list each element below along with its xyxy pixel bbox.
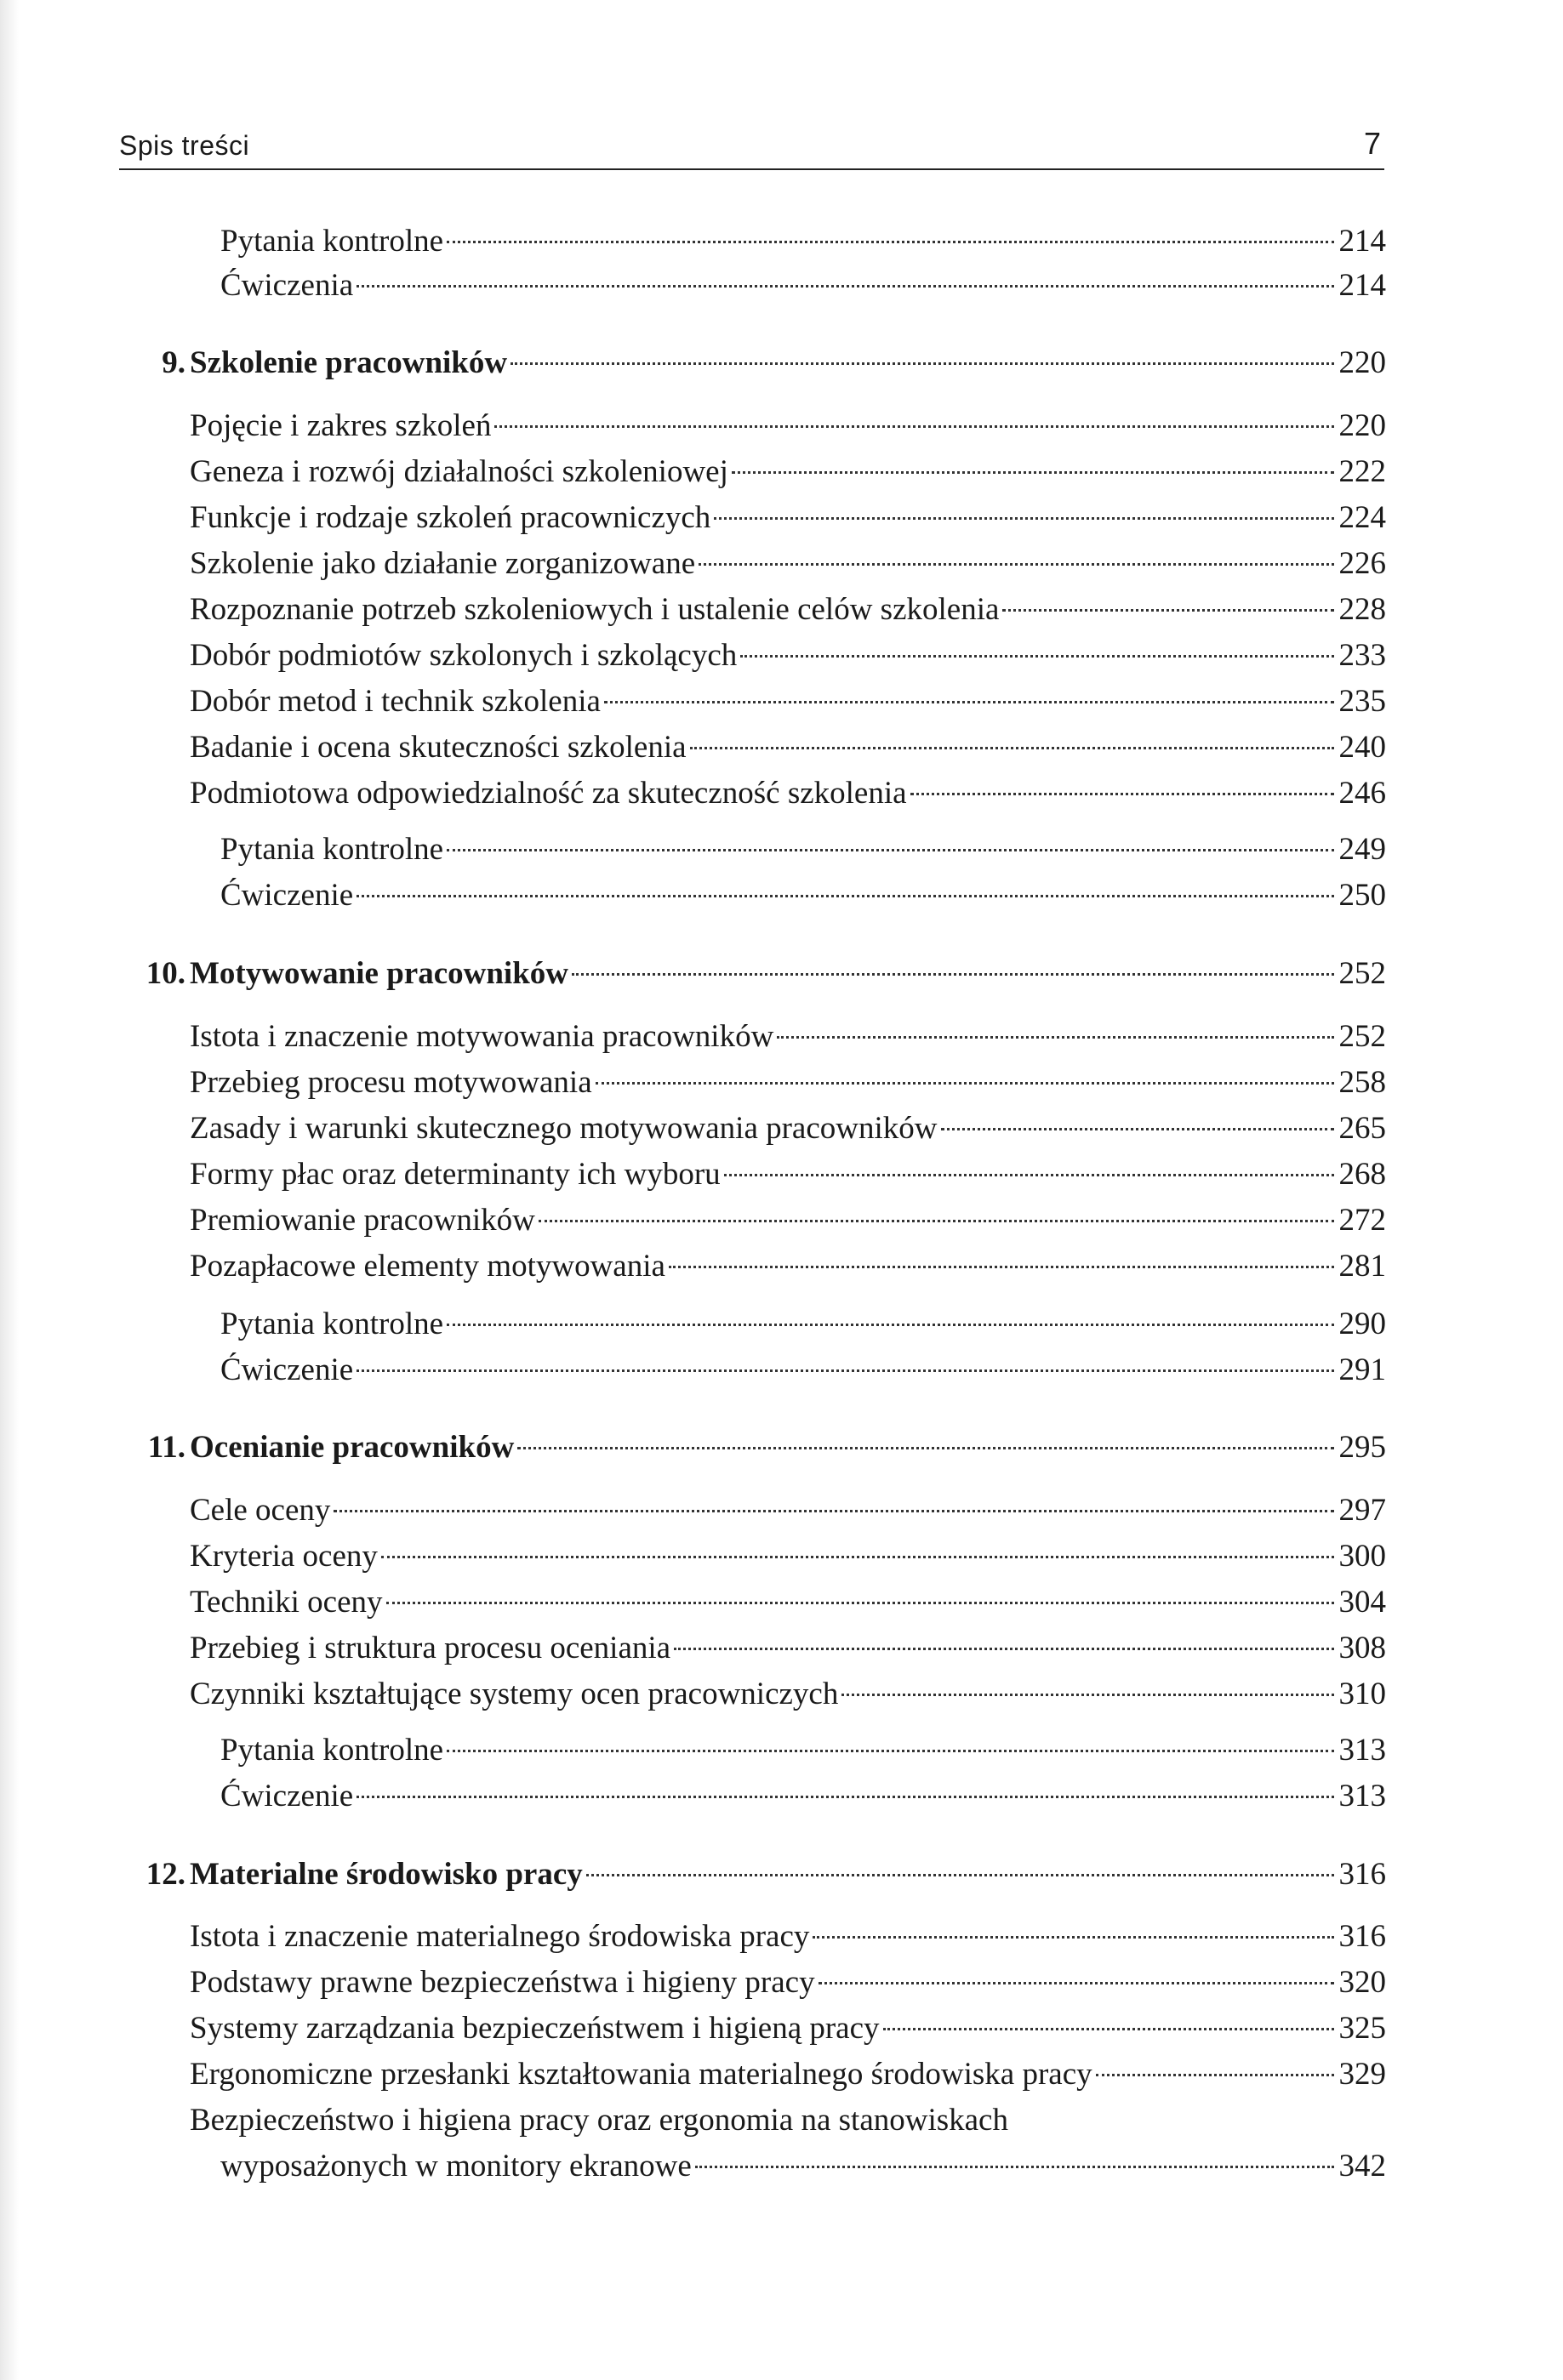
toc-entry-label: Ćwiczenie	[220, 878, 354, 913]
toc-entry-page: 222	[1338, 454, 1386, 489]
chapter-page: 295	[1338, 1430, 1386, 1465]
toc-entry-page: 316	[1338, 1919, 1386, 1954]
toc-entry[interactable]	[190, 1244, 1386, 1289]
toc-entry-label: Istota i znaczenie motywowania pracowników	[190, 1019, 774, 1054]
toc-entry-label: Istota i znaczenie materialnego środowiska pracy	[190, 1919, 810, 1954]
toc-entry-label: Systemy zarządzania bezpieczeństwem i higieną pracy	[190, 2011, 880, 2046]
running-header	[119, 117, 1384, 170]
toc-entry[interactable]	[190, 1489, 1386, 1533]
dot-leader	[572, 973, 1333, 976]
toc-entry[interactable]	[190, 634, 1386, 678]
toc-entry[interactable]	[190, 1153, 1386, 1197]
toc-entry-label: Podstawy prawne bezpieczeństwa i higieny pracy	[190, 1965, 815, 2000]
dot-leader	[883, 2028, 1334, 2030]
dot-leader	[813, 1936, 1333, 1939]
toc-entry[interactable]	[190, 1061, 1386, 1105]
chapter-heading[interactable]	[190, 1853, 1386, 1897]
dot-leader	[447, 241, 1333, 243]
toc-entry-page: 268	[1338, 1157, 1386, 1192]
header-title: Spis treści	[119, 130, 250, 161]
dot-leader	[669, 1266, 1334, 1268]
chapter-heading[interactable]	[190, 1426, 1386, 1470]
toc-entry-page: 233	[1338, 638, 1386, 673]
toc-entry[interactable]	[190, 404, 1386, 448]
toc-entry[interactable]	[220, 219, 1386, 264]
chapter-title: Szkolenie pracowników	[190, 345, 508, 380]
dot-leader	[381, 1556, 1334, 1558]
toc-entry-page: 258	[1338, 1065, 1386, 1100]
toc-entry-page: 313	[1338, 1733, 1386, 1768]
dot-leader	[674, 1648, 1333, 1650]
dot-leader	[841, 1694, 1333, 1696]
toc-entry[interactable]	[220, 828, 1386, 872]
toc-entry-label-line2: wyposażonych w monitory ekranowe	[220, 2149, 692, 2184]
toc-entry[interactable]	[190, 1961, 1386, 2005]
toc-entry-page: 220	[1338, 408, 1386, 443]
chapter-title: Ocenianie pracowników	[190, 1430, 515, 1465]
toc-entry-label-line1[interactable]: Bezpieczeństwo i higiena pracy oraz ergonomia na stanowiskach	[190, 2103, 1008, 2138]
dot-leader	[539, 1220, 1334, 1222]
dot-leader	[1002, 609, 1333, 612]
dot-leader	[586, 1874, 1334, 1876]
toc-entry-page: 228	[1338, 592, 1386, 627]
chapter-heading[interactable]	[190, 952, 1386, 996]
chapter-number: 12.	[145, 1857, 185, 1892]
toc-entry-page: 246	[1338, 776, 1386, 811]
toc-entry[interactable]	[190, 542, 1386, 586]
toc-entry[interactable]	[190, 496, 1386, 540]
dot-leader	[699, 563, 1333, 566]
dot-leader	[941, 1128, 1334, 1130]
toc-entry-page: 272	[1338, 1203, 1386, 1238]
toc-entry-page: 304	[1338, 1585, 1386, 1620]
toc-entry-label: Funkcje i rodzaje szkoleń pracowniczych	[190, 500, 711, 535]
dot-leader	[690, 747, 1334, 749]
toc-entry-label: Pytania kontrolne	[220, 224, 444, 259]
dot-leader	[732, 471, 1334, 474]
toc-entry-label: Zasady i warunki skutecznego motywowania pracowników	[190, 1111, 938, 1146]
page-edge-shadow	[0, 0, 19, 2380]
toc-entry-page: 297	[1338, 1493, 1386, 1528]
toc-entry-label: Czynniki kształtujące systemy ocen pracowniczych	[190, 1677, 839, 1711]
toc-entry-page: 249	[1338, 832, 1386, 867]
toc-entry[interactable]	[190, 1672, 1386, 1717]
header-page-number: 7	[1363, 126, 1381, 161]
toc-entry[interactable]	[220, 2144, 1386, 2189]
toc-entry-page: 313	[1338, 1779, 1386, 1813]
toc-entry-label: Rozpoznanie potrzeb szkoleniowych i ustalenie celów szkolenia	[190, 592, 1000, 627]
toc-entry-label: Dobór podmiotów szkolonych i szkolących	[190, 638, 738, 673]
toc-entry[interactable]	[220, 1302, 1386, 1347]
toc-entry-label: Szkolenie jako działanie zorganizowane	[190, 546, 696, 581]
chapter-number: 10.	[145, 956, 185, 991]
chapter-title: Motywowanie pracowników	[190, 956, 569, 991]
toc-entry[interactable]	[220, 1348, 1386, 1392]
toc-entry-label: Ćwiczenie	[220, 1779, 354, 1813]
toc-entry[interactable]	[190, 588, 1386, 632]
toc-entry[interactable]	[190, 2053, 1386, 2097]
toc-entry-page: 240	[1338, 730, 1386, 765]
toc-entry-label: Premiowanie pracowników	[190, 1203, 535, 1238]
toc-entry-page: 290	[1338, 1307, 1386, 1341]
dot-leader	[357, 1796, 1333, 1798]
toc-entry-label: Ćwiczenie	[220, 1352, 354, 1387]
toc-entry[interactable]	[190, 1199, 1386, 1243]
toc-entry-page: 235	[1338, 684, 1386, 719]
toc-entry-page: 252	[1338, 1019, 1386, 1054]
toc-entry-label: Ćwiczenia	[220, 268, 354, 303]
toc-entry-page: 329	[1338, 2057, 1386, 2092]
toc-entry-label: Podmiotowa odpowiedzialność za skuteczność szkolenia	[190, 776, 907, 811]
toc-entry[interactable]	[220, 1774, 1386, 1819]
dot-leader	[819, 1982, 1334, 1984]
chapter-heading[interactable]	[190, 341, 1386, 385]
dot-leader	[910, 793, 1334, 795]
dot-leader	[447, 1324, 1333, 1326]
chapter-page: 220	[1338, 345, 1386, 380]
toc-entry-page: 265	[1338, 1111, 1386, 1146]
toc-entry-label: Ergonomiczne przesłanki kształtowania materialnego środowiska pracy	[190, 2057, 1092, 2092]
toc-entry[interactable]	[190, 680, 1386, 724]
toc-entry-page: 214	[1338, 224, 1386, 259]
toc-entry-page: 214	[1338, 268, 1386, 303]
chapter-number: 11.	[147, 1430, 185, 1465]
toc-entry[interactable]	[190, 2007, 1386, 2051]
toc-entry-label: Pytania kontrolne	[220, 1307, 444, 1341]
dot-leader	[357, 1369, 1333, 1372]
toc-entry-page: 308	[1338, 1631, 1386, 1665]
dot-leader	[357, 895, 1333, 897]
toc-entry-label: Przebieg procesu motywowania	[190, 1065, 592, 1100]
toc-entry-page: 281	[1338, 1249, 1386, 1284]
toc-entry-page: 300	[1338, 1539, 1386, 1574]
toc-entry[interactable]	[190, 1015, 1386, 1059]
toc-entry-page: 224	[1338, 500, 1386, 535]
toc-entry-label: Kryteria oceny	[190, 1539, 378, 1574]
dot-leader	[447, 849, 1333, 851]
chapter-number: 9.	[162, 345, 185, 380]
dot-leader	[596, 1082, 1334, 1085]
dot-leader	[724, 1174, 1334, 1176]
chapter-page: 252	[1338, 956, 1386, 991]
toc-entry-label: Pojęcie i zakres szkoleń	[190, 408, 492, 443]
dot-leader	[695, 2166, 1334, 2168]
dot-leader	[517, 1447, 1333, 1449]
dot-leader	[604, 701, 1334, 703]
toc-entry-label: Geneza i rozwój działalności szkoleniowej	[190, 454, 728, 489]
chapter-page: 316	[1338, 1857, 1386, 1892]
toc-entry-page: 310	[1338, 1677, 1386, 1711]
toc-entry-label: Techniki oceny	[190, 1585, 383, 1620]
toc-entry[interactable]	[190, 450, 1386, 494]
dot-leader	[494, 425, 1333, 428]
toc-entry[interactable]	[190, 1107, 1386, 1151]
toc-entry-label: Dobór metod i technik szkolenia	[190, 684, 601, 719]
dot-leader	[447, 1750, 1333, 1752]
toc-entry-label: Formy płac oraz determinanty ich wyboru	[190, 1157, 721, 1192]
toc-entry-label: Pytania kontrolne	[220, 1733, 444, 1768]
dot-leader	[1096, 2074, 1334, 2076]
dot-leader	[357, 285, 1333, 288]
toc-entry-page: 320	[1338, 1965, 1386, 2000]
toc-entry-label: Pytania kontrolne	[220, 832, 444, 867]
toc-entry-label: Cele oceny	[190, 1493, 331, 1528]
toc-entry[interactable]	[220, 874, 1386, 918]
toc-entry-page: 226	[1338, 546, 1386, 581]
toc-entry-label: Przebieg i struktura procesu oceniania	[190, 1631, 671, 1665]
toc-entry[interactable]	[220, 264, 1386, 308]
toc-entry-page: 325	[1338, 2011, 1386, 2046]
toc-entry[interactable]	[190, 1626, 1386, 1671]
dot-leader	[511, 362, 1333, 365]
toc-entry[interactable]	[190, 772, 1386, 816]
toc-entry-page: 342	[1338, 2149, 1386, 2184]
toc-entry-label: Pozapłacowe elementy motywowania	[190, 1249, 665, 1284]
toc-entry-label: Badanie i ocena skuteczności szkolenia	[190, 730, 687, 765]
toc-entry[interactable]	[220, 1728, 1386, 1773]
toc-entry[interactable]	[190, 1580, 1386, 1625]
dot-leader	[740, 655, 1333, 658]
dot-leader	[777, 1036, 1333, 1039]
chapter-title: Materialne środowisko pracy	[190, 1857, 583, 1892]
toc-entry-page: 291	[1338, 1352, 1386, 1387]
toc-entry[interactable]	[190, 1534, 1386, 1579]
toc-entry-page: 250	[1338, 878, 1386, 913]
toc-entry[interactable]	[190, 726, 1386, 770]
dot-leader	[334, 1510, 1333, 1512]
dot-leader	[386, 1602, 1334, 1604]
dot-leader	[714, 517, 1333, 520]
toc-entry[interactable]	[190, 1915, 1386, 1959]
